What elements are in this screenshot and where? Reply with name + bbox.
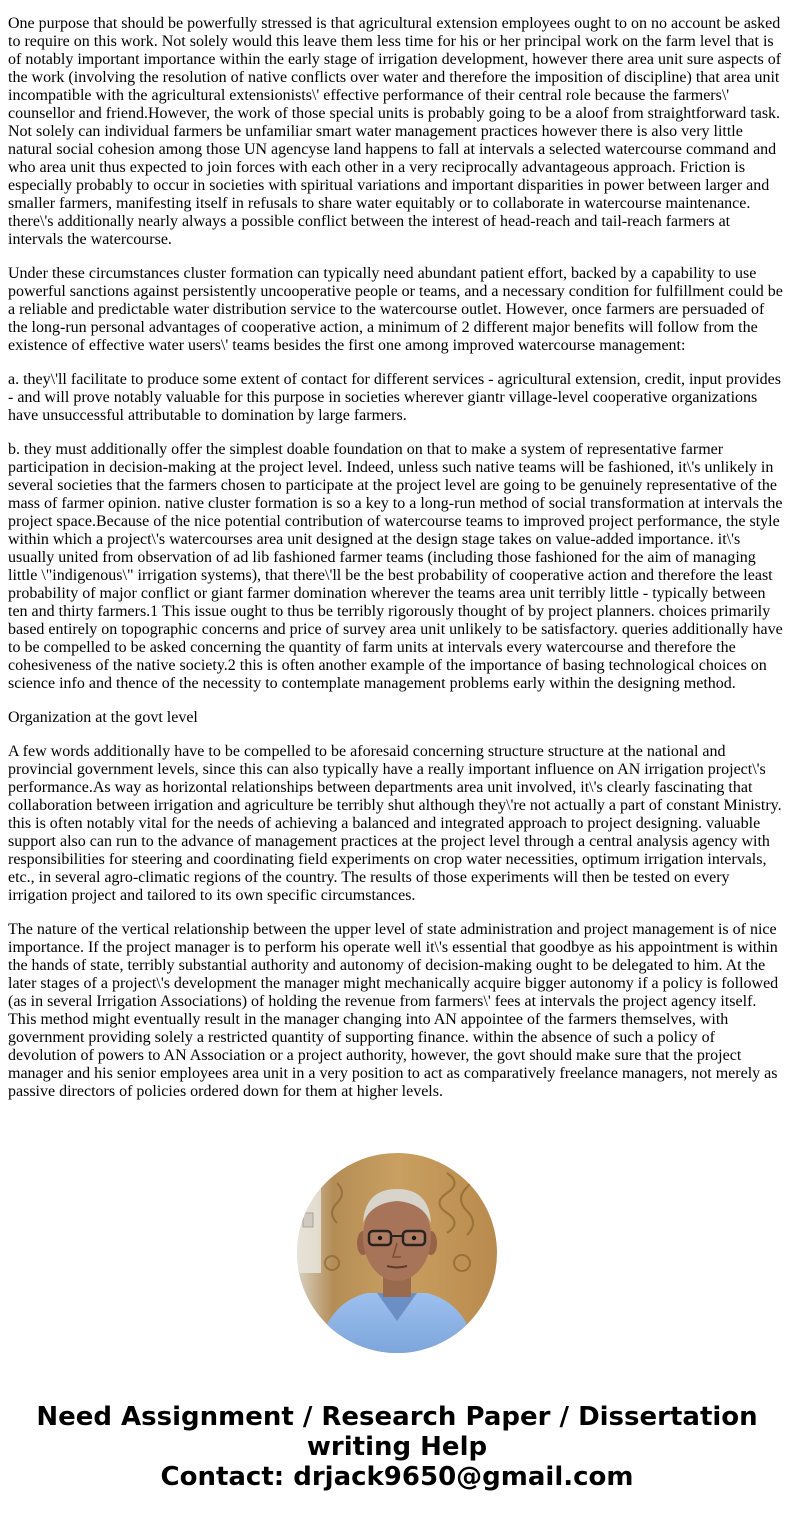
avatar-portrait-image <box>297 1153 497 1353</box>
article-body <box>8 0 784 1117</box>
paragraph-2: Under these circumstances cluster formation can typically need abundant patient effort, backed by a capability to use powerful sanctions against persistently uncooperative people or teams, and a necessary condition for fulfillment could be a reliable and predictable water distribution service to the watercourse outlet. However, once farmers are persuaded of the long-run personal advantages of cooperative action, a minimum of 2 different major benefits will follow from the existence of effective water users\' teams besides the first one among improved watercourse management: <box>8 265 783 354</box>
paragraph-6: The nature of the vertical relationship between the upper level of state administration and project management is of nice importance. If the project manager is to perform his operate well it\'s essential that goodbye as his appointment is within the hands of state, terribly substantial authority and autonomy of decision-making ought to be delegated to him. At the later stages of a project\'s development the manager might mechanically acquire bigger autonomy if a policy is followed (as in several Irrigation Associations) of holding the revenue from farmers\' fees at intervals the project agency itself. This method might eventually result in the manager changing into AN appointee of the farmers themselves, with government providing solely a restricted quantity of supporting finance. within the absence of such a policy of devolution of powers to AN Association or a project authority, however, the govt should make sure that the project manager and his senior employees area unit in a very position to act as comparatively freelance managers, not merely as passive directors of policies ordered down for them at higher levels. <box>8 921 779 1100</box>
paragraph-5: A few words additionally have to be compelled to be aforesaid concerning structure structure at the national and provincial government levels, since this can also typically have a really important influence on AN irrigation project\'s performance.As way as horizontal relationships between departments area unit involved, it\'s clearly fascinating that collaboration between irrigation and agriculture be terribly shut although they\'re not actually a part of constant Ministry. this is often notably vital for the needs of achieving a balanced and integrated approach to project designing. valuable support also can run to the advance of management practices at the project level through a central analysis agency with responsibilities for steering and coordinating field experiments on crop water necessities, optimum irrigation intervals, etc., in several agro-climatic regions of the country. The results of those experiments will then be tested on every irrigation project and tailored to its own specific circumstances. <box>8 743 782 904</box>
section-heading: Organization at the govt level <box>8 709 198 726</box>
cta-line-1: Need Assignment / Research Paper / Dissertation <box>36 1402 758 1432</box>
cta-contact-email[interactable]: Contact: drjack9650@gmail.com <box>160 1462 634 1492</box>
contact-banner <box>0 1402 794 1492</box>
paragraph-1: One purpose that should be powerfully stressed is that agricultural extension employees ought to on no account be asked to require on this work. Not solely would this leave them less time for his or her principal work on the farm level that is of notably important importance within the early stage of irrigation development, however there area unit sure aspects of the work (involving the resolution of native conflicts over water and therefore the imposition of discipline) that area unit incompatible with the agricultural extensionists\' effective performance of their central role because the farmers\' counsellor and friend.However, the work of those special units is probably going to be a aloof from straightforward task. Not solely can individual farmers be unfamiliar smart water management practices however there is also very little natural social cohesion among those UN agencyse land happens to fall at intervals a selected watercourse command and who area unit thus expected to join forces with each other in a very reciprocally advantageous approach. Friction is especially probably to occur in societies with spiritual variations and important disparities in power between larger and smaller farmers, manifesting itself in refusals to share water equitably or to collaborate in watercourse maintenance. there\'s additionally nearly always a possible conflict between the interest of head-reach and tail-reach farmers at intervals the watercourse. <box>8 15 782 248</box>
cta-line-2: writing Help <box>306 1432 488 1462</box>
paragraph-3: a. they\'ll facilitate to produce some extent of contact for different services - agricultural extension, credit, input provides - and will prove notably valuable for this purpose in societies wherever giantr village-level cooperative organizations have unsuccessful attributable to domination by large farmers. <box>8 371 781 424</box>
author-avatar <box>297 1153 497 1353</box>
paragraph-4: b. they must additionally offer the simplest doable foundation on that to make a system of representative farmer participation in decision-making at the project level. Indeed, unless such native teams will be fashioned, it\'s unlikely in several societies that the farmers chosen to participate at the project level are going to be genuinely representative of the mass of farmer opinion. native cluster formation is so a key to a long-run method of social transformation at intervals the project space.Because of the nice potential contribution of watercourse teams to improved project performance, the style within which a project\'s watercourses area unit designed at the design stage takes on value-added importance. it\'s usually united from observation of ad lib fashioned farmer teams (including those fashioned for the aim of managing little \"indigenous\" irrigation systems), that there\'ll be the best probability of cooperative action and therefore the least probability of major conflict or giant farmer domination wherever the teams area unit terribly little - typically between ten and thirty farmers.1 This issue ought to thus be terribly rigorously thought of by project planners. choices primarily based entirely on topographic concerns and price of survey area unit unlikely to be satisfactory. queries additionally have to be compelled to be asked concerning the quantity of farm units at intervals every watercourse and therefore the cohesiveness of the native society.2 this is often another example of the importance of basing technological choices on science info and thence of the necessity to contemplate management problems early within the designing method. <box>8 441 783 692</box>
